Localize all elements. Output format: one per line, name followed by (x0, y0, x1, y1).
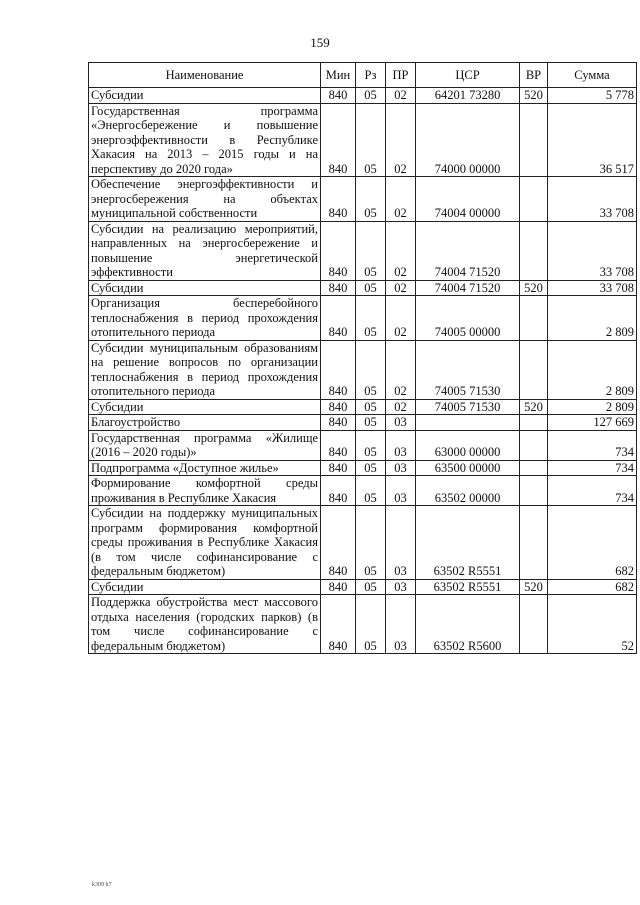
row-min-cell: 840 (321, 103, 356, 177)
row-name-cell: Подпрограмма «Доступное жилье» (89, 460, 321, 476)
row-min-cell: 840 (321, 221, 356, 280)
column-header-rz: Рз (356, 63, 386, 88)
row-min-cell: 840 (321, 280, 356, 296)
row-sum-cell: 2 809 (548, 399, 637, 415)
row-name-cell: Субсидии (89, 88, 321, 104)
row-rz-cell: 05 (356, 340, 386, 399)
table-row (89, 296, 637, 341)
row-vr-cell: 520 (520, 399, 548, 415)
row-sum-cell: 734 (548, 460, 637, 476)
row-name-cell: Государственная программа «Энергосбережение и повышение энергоэффективности в Республике Хакасия на 2013 – 2015 годы и на перспективу до 2020 года» (89, 103, 321, 177)
row-name-cell: Субсидии (89, 399, 321, 415)
row-pr-cell: 03 (386, 430, 416, 460)
row-csr-cell: 63502 R5551 (416, 579, 520, 595)
column-header-min: Мин (321, 63, 356, 88)
table-row (89, 221, 637, 280)
row-pr-cell: 03 (386, 595, 416, 654)
row-vr-cell (520, 221, 548, 280)
row-name-cell: Субсидии (89, 579, 321, 595)
row-name-cell: Поддержка обустройства мест массового отдыха населения (городских парков) (в том числе софинансирование с федеральным бюджетом) (89, 595, 321, 654)
table-row (89, 415, 637, 431)
row-sum-cell: 2 809 (548, 296, 637, 341)
row-min-cell: 840 (321, 430, 356, 460)
row-name-cell: Субсидии (89, 280, 321, 296)
row-csr-cell: 74005 71530 (416, 399, 520, 415)
page-number: 159 (310, 35, 330, 50)
row-sum-cell: 682 (548, 579, 637, 595)
row-sum-cell: 36 517 (548, 103, 637, 177)
row-csr-cell: 63502 R5600 (416, 595, 520, 654)
row-min-cell: 840 (321, 340, 356, 399)
row-name-cell: Организация бесперебойного теплоснабжения в период прохождения отопительного периода (89, 296, 321, 341)
row-min-cell: 840 (321, 579, 356, 595)
row-sum-cell: 33 708 (548, 221, 637, 280)
row-name-cell: Обеспечение энергоэффективности и энергосбережения на объектах муниципальной собственности (89, 177, 321, 222)
row-min-cell: 840 (321, 177, 356, 222)
row-csr-cell: 63502 R5551 (416, 506, 520, 580)
row-pr-cell: 02 (386, 103, 416, 177)
row-pr-cell: 02 (386, 280, 416, 296)
column-header-csr: ЦСР (416, 63, 520, 88)
column-header-name: Наименование (89, 63, 321, 88)
row-sum-cell: 734 (548, 476, 637, 506)
row-vr-cell: 520 (520, 579, 548, 595)
row-vr-cell (520, 296, 548, 341)
row-sum-cell: 682 (548, 506, 637, 580)
row-min-cell: 840 (321, 415, 356, 431)
row-name-cell: Субсидии на поддержку муниципальных программ формирования комфортной среды проживания в Республике Хакасия (в том числе софинансирование с федеральным бюджетом) (89, 506, 321, 580)
budget-table (88, 62, 637, 654)
row-rz-cell: 05 (356, 296, 386, 341)
row-vr-cell (520, 340, 548, 399)
row-sum-cell: 734 (548, 430, 637, 460)
row-vr-cell (520, 506, 548, 580)
row-csr-cell: 63502 00000 (416, 476, 520, 506)
row-sum-cell: 5 778 (548, 88, 637, 104)
row-sum-cell: 2 809 (548, 340, 637, 399)
row-rz-cell: 05 (356, 399, 386, 415)
table-row (89, 579, 637, 595)
row-name-cell: Государственная программа «Жилище (2016 – 2020 годы)» (89, 430, 321, 460)
row-rz-cell: 05 (356, 88, 386, 104)
table-row (89, 460, 637, 476)
row-pr-cell: 02 (386, 296, 416, 341)
row-min-cell: 840 (321, 88, 356, 104)
table-body (89, 88, 637, 654)
row-rz-cell: 05 (356, 415, 386, 431)
column-header-sum: Сумма (548, 63, 637, 88)
row-csr-cell: 63500 00000 (416, 460, 520, 476)
column-header-vr: ВР (520, 63, 548, 88)
row-pr-cell: 02 (386, 340, 416, 399)
row-name-cell: Благоустройство (89, 415, 321, 431)
row-min-cell: 840 (321, 296, 356, 341)
table-row (89, 177, 637, 222)
table-row (89, 506, 637, 580)
row-rz-cell: 05 (356, 430, 386, 460)
row-vr-cell (520, 460, 548, 476)
row-name-cell: Субсидии на реализацию мероприятий, направленных на энергосбережение и повышение энергетической эффективности (89, 221, 321, 280)
row-pr-cell: 03 (386, 506, 416, 580)
row-rz-cell: 05 (356, 221, 386, 280)
row-name-cell: Формирование комфортной среды проживания в Республике Хакасия (89, 476, 321, 506)
row-rz-cell: 05 (356, 506, 386, 580)
row-pr-cell: 02 (386, 88, 416, 104)
row-csr-cell: 74005 71530 (416, 340, 520, 399)
table-header-row (89, 63, 637, 88)
row-csr-cell: 64201 73280 (416, 88, 520, 104)
row-vr-cell: 520 (520, 280, 548, 296)
row-rz-cell: 05 (356, 177, 386, 222)
row-pr-cell: 02 (386, 221, 416, 280)
row-min-cell: 840 (321, 595, 356, 654)
column-header-pr: ПР (386, 63, 416, 88)
row-pr-cell: 03 (386, 579, 416, 595)
table-row (89, 595, 637, 654)
row-vr-cell (520, 177, 548, 222)
row-csr-cell: 74004 71520 (416, 221, 520, 280)
row-min-cell: 840 (321, 460, 356, 476)
row-csr-cell: 74000 00000 (416, 103, 520, 177)
row-rz-cell: 05 (356, 460, 386, 476)
row-min-cell: 840 (321, 476, 356, 506)
row-min-cell: 840 (321, 506, 356, 580)
row-vr-cell: 520 (520, 88, 548, 104)
row-csr-cell (416, 415, 520, 431)
table-row (89, 88, 637, 104)
row-rz-cell: 05 (356, 579, 386, 595)
row-vr-cell (520, 430, 548, 460)
row-vr-cell (520, 103, 548, 177)
row-csr-cell: 63000 00000 (416, 430, 520, 460)
row-sum-cell: 33 708 (548, 280, 637, 296)
row-sum-cell: 33 708 (548, 177, 637, 222)
row-csr-cell: 74004 00000 (416, 177, 520, 222)
row-sum-cell: 52 (548, 595, 637, 654)
table-row (89, 399, 637, 415)
row-pr-cell: 03 (386, 415, 416, 431)
row-sum-cell: 127 669 (548, 415, 637, 431)
table-row (89, 340, 637, 399)
row-vr-cell (520, 595, 548, 654)
row-pr-cell: 03 (386, 476, 416, 506)
table-row (89, 280, 637, 296)
row-pr-cell: 02 (386, 399, 416, 415)
row-vr-cell (520, 415, 548, 431)
row-rz-cell: 05 (356, 280, 386, 296)
row-rz-cell: 05 (356, 103, 386, 177)
row-min-cell: 840 (321, 399, 356, 415)
footer-code: k309 h7 (92, 882, 112, 888)
row-pr-cell: 02 (386, 177, 416, 222)
table-row (89, 103, 637, 177)
row-csr-cell: 74005 00000 (416, 296, 520, 341)
row-name-cell: Субсидии муниципальным образованиям на решение вопросов по организации теплоснабжения в период прохождения отопительного периода (89, 340, 321, 399)
row-rz-cell: 05 (356, 476, 386, 506)
row-rz-cell: 05 (356, 595, 386, 654)
row-csr-cell: 74004 71520 (416, 280, 520, 296)
row-pr-cell: 03 (386, 460, 416, 476)
table-row (89, 430, 637, 460)
row-vr-cell (520, 476, 548, 506)
table-row (89, 476, 637, 506)
